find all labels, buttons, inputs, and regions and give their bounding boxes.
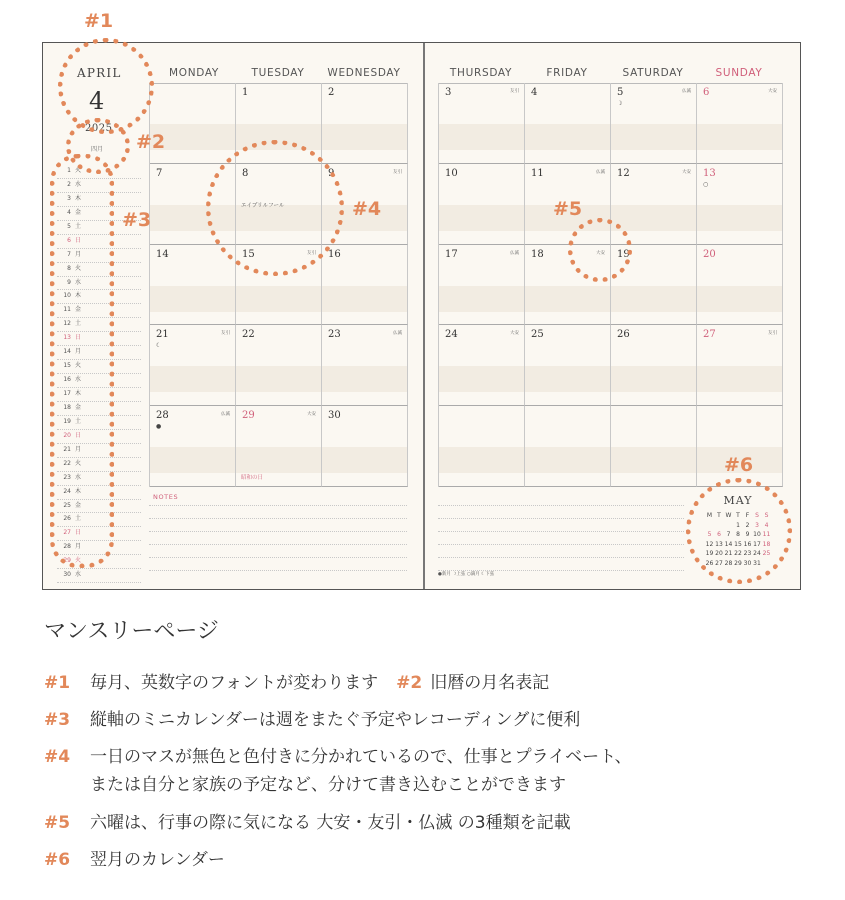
rokuyo-label: 仏滅 [393, 331, 402, 337]
mini-calendar-date: 26 [63, 515, 71, 523]
mini-calendar-weekday: 火 [75, 264, 82, 272]
moon-phase-icon: ☾ [156, 342, 162, 350]
mini-calendar-weekday: 木 [75, 194, 82, 202]
next-month-date: 19 [705, 550, 714, 558]
mini-calendar-weekday: 木 [75, 390, 82, 397]
mini-calendar-date: 23 [63, 473, 71, 481]
mini-calendar-date: 16 [63, 376, 71, 384]
day-number: 12 [617, 167, 630, 179]
desc-key-2: #2 [396, 673, 423, 693]
day-cell-shaded-band [525, 286, 610, 312]
next-month-weekday-header: S [755, 512, 759, 520]
desc-item-3 [44, 705, 580, 730]
mini-calendar-date: 18 [63, 403, 71, 411]
mini-calendar-date: 19 [63, 417, 71, 425]
rokuyo-label: 大安 [307, 412, 316, 418]
tag-1: #1 [84, 10, 114, 32]
next-month-date: 31 [753, 559, 761, 567]
notes-line [149, 557, 407, 558]
day-cell-shaded-band [611, 205, 696, 231]
day-cell[interactable] [439, 406, 525, 487]
notes-line [149, 531, 407, 532]
day-cell-shaded-band [697, 366, 782, 392]
next-month-date: 13 [715, 540, 723, 548]
mini-calendar-date: 25 [63, 501, 71, 509]
day-number: 30 [328, 410, 341, 422]
next-month-date: 8 [736, 531, 740, 539]
next-month-date: 27 [715, 559, 723, 567]
mini-calendar-weekday: 月 [75, 250, 82, 258]
rokuyo-label: 大安 [768, 89, 777, 94]
next-month-weekday-header: T [717, 512, 721, 520]
day-cell[interactable] [697, 325, 783, 406]
notes-label: NOTES [153, 493, 179, 501]
weekday-header-wednesday: WEDNESDAY [327, 67, 401, 79]
next-month-date: 24 [753, 550, 761, 558]
weekday-header-monday: MONDAY [168, 67, 220, 79]
day-number: 15 [242, 248, 255, 260]
moon-phase-legend: ●新月 ☽上弦 ○満月 ☾下弦 [438, 572, 495, 577]
day-cell[interactable] [439, 325, 525, 406]
mini-calendar-date: 4 [67, 208, 71, 216]
day-cell-shaded-band [697, 286, 782, 312]
mini-calendar-weekday: 火 [75, 167, 82, 174]
day-cell[interactable] [439, 245, 525, 326]
mini-calendar-date: 7 [67, 250, 71, 258]
mini-calendar-date: 9 [67, 278, 71, 286]
day-cell-shaded-band [150, 366, 235, 392]
mini-calendar-weekday: 日 [75, 334, 82, 342]
mini-calendar-weekday: 水 [75, 278, 82, 286]
mini-calendar-date: 10 [63, 292, 71, 300]
day-cell-shaded-band [439, 205, 524, 231]
mini-calendar-weekday: 土 [75, 222, 82, 230]
mini-calendar-weekday: 日 [75, 431, 82, 439]
mini-calendar-date: 11 [63, 306, 71, 314]
rokuyo-label: 大安 [510, 331, 519, 337]
day-cell[interactable] [611, 83, 697, 164]
rokuyo-label: 仏滅 [596, 169, 605, 175]
day-cell[interactable] [439, 164, 525, 245]
next-month-date: 9 [745, 531, 750, 539]
next-month-date: 12 [705, 540, 714, 548]
desc-key-3: #3 [44, 710, 71, 730]
mini-calendar-date: 20 [63, 431, 71, 439]
next-month-date: 14 [724, 540, 733, 548]
day-number: 26 [617, 329, 630, 341]
day-cell[interactable] [236, 325, 322, 406]
tag-4: #4 [352, 198, 382, 220]
tag-6: #6 [724, 454, 754, 476]
annotation-outline-3 [50, 154, 114, 568]
rokuyo-label: 仏滅 [510, 250, 519, 256]
notes-line [149, 570, 407, 571]
day-cell[interactable] [322, 325, 408, 406]
day-cell-shaded-band [236, 286, 321, 312]
day-cell-shaded-band [525, 366, 610, 392]
mini-calendar-date: 21 [63, 445, 71, 453]
next-month-date: 5 [707, 531, 712, 539]
day-number: 9 [328, 167, 335, 179]
moon-phase-icon: ☽ [617, 100, 623, 107]
mini-calendar-weekday: 月 [75, 348, 82, 356]
day-cell[interactable] [150, 406, 236, 487]
day-cell[interactable] [236, 406, 322, 487]
day-number: 29 [242, 410, 255, 422]
next-month-title: MAY [723, 494, 753, 507]
next-month-date: 20 [715, 550, 723, 558]
mini-calendar-date: 12 [63, 320, 71, 328]
mini-calendar-date: 8 [67, 264, 71, 272]
day-cell[interactable] [697, 245, 783, 326]
day-number: 4 [531, 87, 538, 98]
day-number: 3 [445, 87, 452, 98]
next-month-date: 23 [743, 550, 752, 558]
desc-key-5: #5 [44, 813, 71, 833]
day-number: 21 [156, 329, 169, 341]
rokuyo-label: 大安 [596, 250, 605, 256]
day-cell-shaded-band [322, 286, 407, 312]
mini-calendar-weekday: 金 [75, 306, 82, 314]
mini-calendar-row [57, 569, 141, 583]
day-number: 19 [617, 248, 630, 260]
day-cell[interactable] [525, 406, 611, 487]
day-cell-shaded-band [439, 447, 524, 473]
day-cell[interactable] [611, 325, 697, 406]
right-month-grid [438, 83, 783, 487]
notes-line [438, 544, 684, 545]
weekday-header-friday: FRIDAY [546, 67, 588, 79]
day-number: 11 [531, 167, 544, 179]
day-cell-shaded-band [322, 447, 407, 473]
next-month-date: 3 [755, 521, 759, 529]
desc-text-3: 縦軸のミニカレンダーは週をまたぐ予定やレコーディングに便利 [90, 710, 581, 730]
next-month-date: 10 [753, 531, 761, 539]
day-number: 1 [242, 87, 249, 98]
day-cell-shaded-band [236, 447, 321, 473]
day-number: 27 [703, 329, 716, 341]
mini-calendar-weekday: 土 [75, 515, 82, 523]
desc-item-5 [44, 808, 571, 833]
day-cell[interactable] [697, 83, 783, 164]
mini-calendar-date: 13 [63, 334, 71, 342]
weekday-header-sunday: SUNDAY [715, 67, 763, 79]
mini-calendar-weekday: 火 [75, 362, 82, 370]
rokuyo-label: 友引 [221, 331, 230, 337]
day-number: 7 [156, 167, 163, 179]
rokuyo-label: 友引 [768, 331, 777, 337]
desc-item-1 [44, 668, 549, 693]
day-cell-shaded-band [611, 366, 696, 392]
day-number: 23 [328, 329, 341, 341]
mini-calendar-date: 15 [63, 362, 71, 370]
day-cell-shaded-band [611, 447, 696, 473]
next-month-date: 16 [743, 540, 752, 548]
weekday-header-saturday: SATURDAY [622, 67, 684, 79]
tag-3: #3 [122, 209, 152, 231]
desc-item-4-line2: または自分と家族の予定など、分けて書き込むことができます [90, 775, 566, 795]
day-number: 16 [328, 248, 341, 260]
event-label: エイプリルフール [241, 202, 285, 209]
day-cell-shaded-band [439, 286, 524, 312]
spine [423, 43, 425, 589]
rokuyo-label: 仏滅 [682, 89, 691, 94]
day-number: 2 [328, 87, 335, 98]
notes-line [438, 531, 684, 532]
mini-calendar-date: 22 [63, 459, 71, 467]
desc-text-2: 旧暦の月名表記 [430, 673, 550, 693]
notes-line [438, 518, 684, 519]
next-month-weekday-header: W [725, 512, 732, 520]
notes-line [149, 505, 407, 506]
rokuyo-label: 大安 [682, 169, 691, 175]
mini-calendar-date: 2 [67, 180, 71, 188]
mini-calendar-date: 30 [63, 571, 71, 579]
day-cell-shaded-band [697, 124, 782, 150]
next-month-date: 6 [717, 531, 721, 539]
day-cell-shaded-band [697, 205, 782, 231]
mini-calendar-weekday: 木 [75, 487, 82, 495]
next-month-date: 30 [743, 559, 752, 567]
month-name: APRIL [77, 66, 122, 80]
planner-spread [42, 42, 801, 590]
day-cell-shaded-band [611, 286, 696, 312]
day-cell[interactable] [697, 164, 783, 245]
desc-text-4: 一日のマスが無色と色付きに分かれているので、仕事とプライベート、 [90, 747, 632, 767]
day-cell-shaded-band [236, 366, 321, 392]
mini-calendar-weekday: 木 [75, 292, 82, 300]
day-cell[interactable] [322, 83, 408, 164]
desc-text-6: 翌月のカレンダー [90, 850, 225, 870]
next-month-date: 7 [726, 531, 731, 539]
next-month-weekday-header: M [706, 512, 713, 520]
next-month-date: 22 [734, 550, 742, 558]
day-cell-shaded-band [611, 124, 696, 150]
next-month-date: 26 [705, 559, 714, 567]
lunar-month-label: 四月 [91, 146, 104, 153]
rokuyo-label: 友引 [510, 89, 519, 94]
notes-line [438, 557, 684, 558]
next-month-date: 1 [736, 521, 740, 529]
mini-calendar-date: 27 [63, 529, 71, 537]
next-month-date: 28 [724, 559, 733, 567]
mini-calendar-date: 5 [67, 222, 71, 230]
notes-line [149, 518, 407, 519]
desc-key-1: #1 [44, 673, 71, 693]
annotation-circle-6 [686, 478, 792, 584]
next-month-date: 2 [745, 521, 750, 529]
next-month-date: 29 [734, 559, 742, 567]
day-cell-shaded-band [150, 286, 235, 312]
month-number: 4 [89, 87, 105, 115]
day-cell-shaded-band [322, 124, 407, 150]
mini-calendar-weekday: 水 [75, 180, 82, 188]
desc-item-4 [44, 742, 632, 767]
day-cell[interactable] [611, 406, 697, 487]
tag-5: #5 [553, 198, 583, 220]
mini-calendar-date: 28 [63, 543, 71, 551]
section-title: マンスリーページ [44, 619, 219, 644]
day-cell-shaded-band [322, 366, 407, 392]
day-number: 17 [445, 248, 458, 260]
next-month-weekday-header: F [745, 512, 750, 520]
next-month-date: 17 [753, 540, 761, 548]
moon-phase-icon: ○ [703, 180, 709, 188]
day-cell-shaded-band [439, 366, 524, 392]
next-month-date: 11 [762, 531, 771, 539]
mini-calendar-weekday: 日 [75, 236, 82, 244]
next-month-date: 15 [734, 540, 742, 548]
mini-calendar-weekday: 土 [75, 320, 82, 328]
desc-text-5: 六曜は、行事の際に気になる 大安・友引・仏滅 の3種類を記載 [90, 813, 571, 833]
annotation-circle-4 [206, 140, 344, 276]
notes-line [438, 505, 684, 506]
mini-calendar-date: 3 [67, 194, 71, 202]
day-number: 6 [703, 87, 710, 98]
mini-calendar-weekday: 金 [75, 403, 82, 411]
day-cell-shaded-band [525, 124, 610, 150]
day-cell[interactable] [150, 245, 236, 326]
day-number: 18 [531, 248, 544, 260]
mini-calendar-weekday: 土 [75, 417, 82, 425]
mini-calendar-weekday: 火 [75, 557, 82, 565]
day-number: 22 [242, 329, 255, 341]
next-month-date: 25 [762, 550, 771, 558]
next-month-date: 4 [764, 521, 769, 529]
mini-calendar-weekday: 水 [75, 473, 82, 481]
weekday-header-tuesday: TUESDAY [251, 67, 305, 79]
day-cell[interactable] [525, 83, 611, 164]
mini-calendar-date: 6 [67, 236, 71, 244]
mini-calendar-weekday: 月 [75, 543, 82, 551]
day-cell-shaded-band [150, 447, 235, 473]
day-number: 25 [531, 329, 544, 341]
mini-calendar-date: 17 [63, 390, 71, 397]
desc-item-6 [44, 845, 225, 870]
mini-calendar-weekday: 水 [75, 376, 82, 384]
day-cell[interactable] [322, 245, 408, 326]
tag-2: #2 [136, 131, 166, 153]
day-cell-shaded-band [439, 124, 524, 150]
rokuyo-label: 友引 [307, 250, 316, 256]
day-number: 8 [242, 167, 249, 179]
desc-key-4: #4 [44, 747, 71, 767]
mini-calendar-date: 24 [63, 487, 71, 495]
year: 2025 [85, 123, 113, 134]
mini-calendar-date: 1 [67, 167, 71, 174]
day-cell[interactable] [150, 325, 236, 406]
desc-key-6: #6 [44, 850, 71, 870]
moon-phase-icon: ● [156, 423, 162, 431]
notes-line [149, 544, 407, 545]
day-cell[interactable] [525, 325, 611, 406]
mini-calendar-weekday: 月 [75, 445, 82, 453]
day-number: 10 [445, 167, 458, 179]
day-cell[interactable] [439, 83, 525, 164]
mini-calendar-weekday: 金 [75, 208, 82, 216]
weekday-header-thursday: THURSDAY [449, 67, 513, 79]
day-number: 13 [703, 167, 716, 179]
next-month-weekday-header: S [764, 512, 769, 520]
mini-calendar-weekday: 金 [75, 501, 82, 509]
day-cell[interactable] [322, 406, 408, 487]
mini-calendar-date: 14 [63, 348, 71, 356]
rokuyo-label: 友引 [393, 169, 402, 175]
annotation-circle-5 [568, 218, 632, 282]
day-number: 5 [617, 87, 624, 98]
holiday-label: 昭和の日 [241, 474, 264, 481]
day-cell-shaded-band [525, 447, 610, 473]
day-number: 20 [703, 248, 716, 260]
day-number: 24 [445, 329, 458, 341]
next-month-date: 18 [762, 540, 771, 548]
next-month-date: 21 [724, 550, 733, 558]
desc-text-1: 毎月、英数字のフォントが変わります [90, 673, 379, 693]
mini-calendar-weekday: 火 [75, 459, 82, 467]
mini-calendar-date: 29 [63, 557, 71, 565]
day-number: 14 [156, 248, 169, 260]
day-number: 28 [156, 410, 169, 422]
next-month-weekday-header: T [736, 512, 740, 520]
mini-calendar-weekday: 水 [75, 571, 82, 579]
mini-calendar-weekday: 日 [75, 529, 82, 537]
rokuyo-label: 仏滅 [221, 412, 230, 418]
